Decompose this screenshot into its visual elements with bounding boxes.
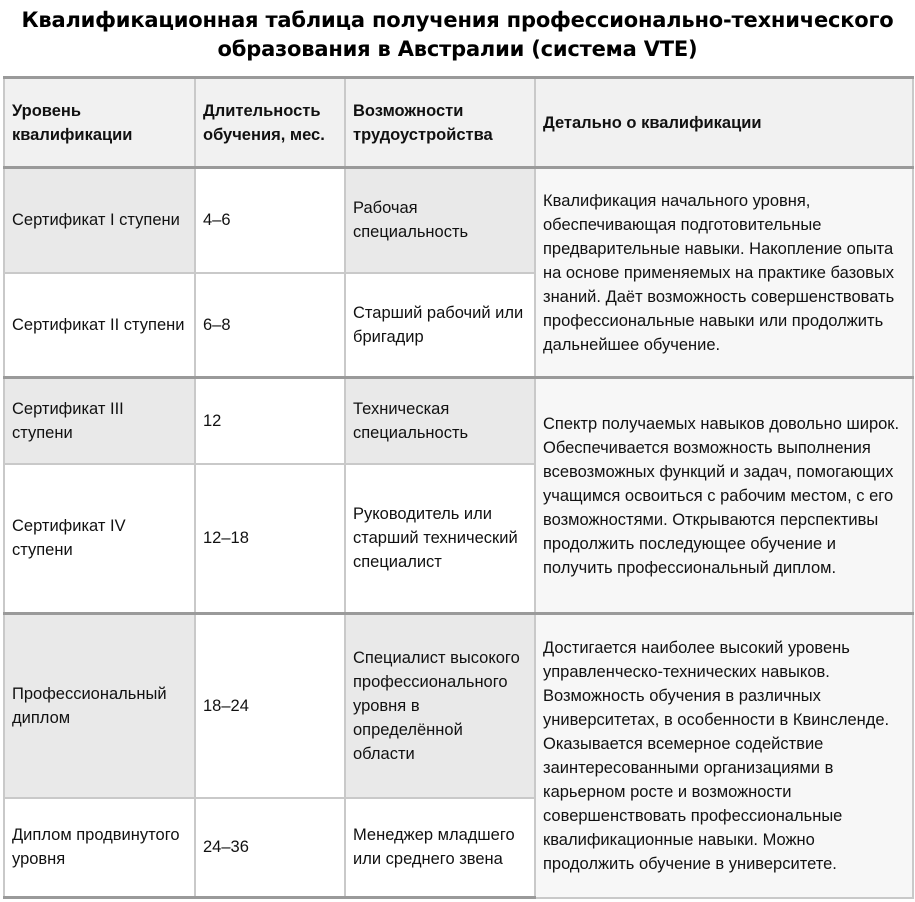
cell-details: Квалификация начального уровня, обеспечивающая подготовительные предварительные навыки. Накопление опыта на основе применяемых на практике базовых знаний. Даёт возможность совершенствовать профессиональные навыки или продолжить дальнейшее обучение.	[535, 168, 913, 378]
cell-duration: 12–18	[195, 464, 345, 614]
cell-level: Сертификат I ступени	[4, 168, 195, 273]
cell-details: Спектр получаемых навыков довольно широк. Обеспечивается возможность выполнения всевозможных функций и задач, помогающих учащимся освоиться с рабочим местом, с его возможностями. Открываются перспективы продолжить последующее обучение и получить профессиональный диплом.	[535, 378, 913, 614]
table-row	[4, 378, 913, 464]
title-line-2: образования в Австралии (система VTE)	[217, 37, 698, 61]
cell-employment: Рабочая специальность	[345, 168, 535, 273]
page-title	[0, 6, 915, 64]
table-row	[4, 614, 913, 798]
cell-level: Диплом продвинутого уровня	[4, 798, 195, 898]
cell-duration: 4–6	[195, 168, 345, 273]
cell-employment: Менеджер младшего или среднего звена	[345, 798, 535, 898]
cell-level: Сертификат IV ступени	[4, 464, 195, 614]
cell-duration: 24–36	[195, 798, 345, 898]
title-line-1: Квалификационная таблица получения профессионально-технического	[21, 8, 894, 32]
header-duration: Длительность обучения, мес.	[195, 78, 345, 168]
cell-duration: 6–8	[195, 273, 345, 378]
header-level: Уровень квалификации	[4, 78, 195, 168]
table-header-row	[4, 78, 913, 168]
cell-employment: Специалист высокого профессионального уровня в определённой области	[345, 614, 535, 798]
cell-level: Сертификат II ступени	[4, 273, 195, 378]
cell-level: Сертификат III ступени	[4, 378, 195, 464]
table-row	[4, 168, 913, 273]
cell-level: Профессиональный диплом	[4, 614, 195, 798]
cell-employment: Руководитель или старший технический специалист	[345, 464, 535, 614]
header-details: Детально о квалификации	[535, 78, 913, 168]
cell-employment: Техническая специальность	[345, 378, 535, 464]
cell-duration: 18–24	[195, 614, 345, 798]
cell-duration: 12	[195, 378, 345, 464]
cell-details: Достигается наиболее высокий уровень управленческо-технических навыков. Возможность обучения в различных университетах, в особенности в Квинсленде. Оказывается всемерное содействие заинтересованными организациями в карьерном росте и возможности совершенствовать профессиональные квалификационные навыки. Можно продолжить обучение в университете.	[535, 614, 913, 898]
qualification-table	[3, 76, 914, 899]
header-employment: Возможности трудоустройства	[345, 78, 535, 168]
cell-employment: Старший рабочий или бригадир	[345, 273, 535, 378]
